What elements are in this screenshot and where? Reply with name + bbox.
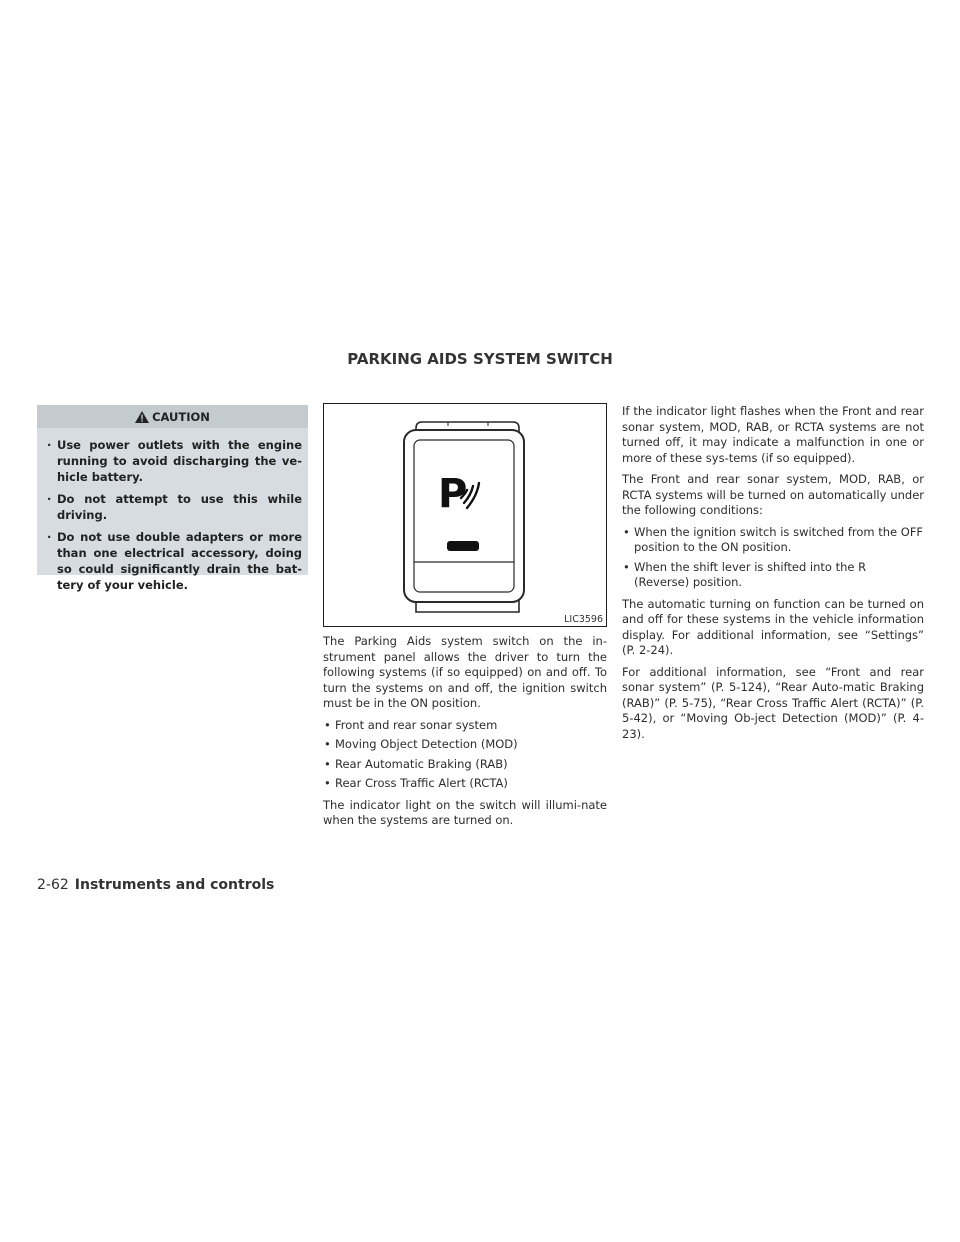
switch-symbol: P — [438, 471, 468, 517]
section-title: PARKING AIDS SYSTEM SWITCH — [347, 350, 613, 368]
automatic-function-paragraph: The automatic turning on function can be turned on and off for these systems in the vehicle information display. For additional information, see “Settings” (P. 2-24). — [622, 596, 924, 657]
caution-list — [37, 428, 308, 593]
list-item: • Rear Automatic Braking (RAB) — [324, 756, 508, 771]
chapter-title: Instruments and controls — [74, 877, 275, 893]
conditions-paragraph: The Front and rear sonar system, MOD, RAB, or RCTA systems will be turned on automatically under the following conditions: — [622, 472, 924, 517]
caution-header — [37, 405, 308, 428]
list-item: • Moving Object Detection (MOD) — [324, 737, 518, 751]
caution-item: · Do not attempt to use this while driving. — [47, 492, 302, 522]
figure-code: LIC3596 — [564, 614, 603, 625]
malfunction-paragraph: If the indicator light flashes when the Front and rear sonar system, MOD, RAB, or RCTA systems are not turned off, it may indicate a malfunction in one or more of these sys-tems (if so equipped). — [622, 404, 924, 465]
additional-info-paragraph: For additional information, see “Front and rear sonar system” (P. 5-124), “Rear Auto-matic Braking (RAB)” (P. 5-75), “Rear Cross Traffic Alert (RCTA)” (P. 5-42), or “Moving Ob-ject Detection (MOD)” (P. 4-23). — [622, 664, 924, 741]
list-item: • Rear Cross Traffic Alert (RCTA) — [324, 776, 508, 790]
right-column — [622, 404, 924, 748]
list-item: • When the ignition switch is switched from the OFF position to the ON position. — [623, 524, 924, 554]
indicator-paragraph: The indicator light on the switch will illumi-nate when the systems are turned on. — [323, 797, 607, 827]
intro-paragraph: The Parking Aids system switch on the in-strument panel allows the driver to turn the following systems (if so equipped) on and off. To turn the systems on and off, the ignition switch must be in the ON position. — [323, 634, 607, 710]
caution-item: · Do not use double adapters or more than one electrical accessory, doing so could significantly drain the bat-tery of your vehicle. — [47, 530, 302, 592]
list-item: • Front and rear sonar system — [324, 717, 498, 732]
caution-box — [37, 405, 308, 592]
middle-column — [323, 634, 607, 835]
page-number: 2-62 — [37, 877, 69, 893]
switch-figure — [323, 403, 607, 627]
page-footer — [37, 877, 274, 893]
warning-icon — [135, 411, 149, 423]
caution-item: · Use power outlets with the engine running to avoid discharging the ve-hicle battery. — [47, 438, 302, 484]
conditions-list — [622, 525, 924, 591]
caution-title: CAUTION — [152, 409, 210, 424]
list-item: • When the shift lever is shifted into the R (Reverse) position. — [623, 559, 867, 589]
systems-list — [323, 718, 607, 792]
